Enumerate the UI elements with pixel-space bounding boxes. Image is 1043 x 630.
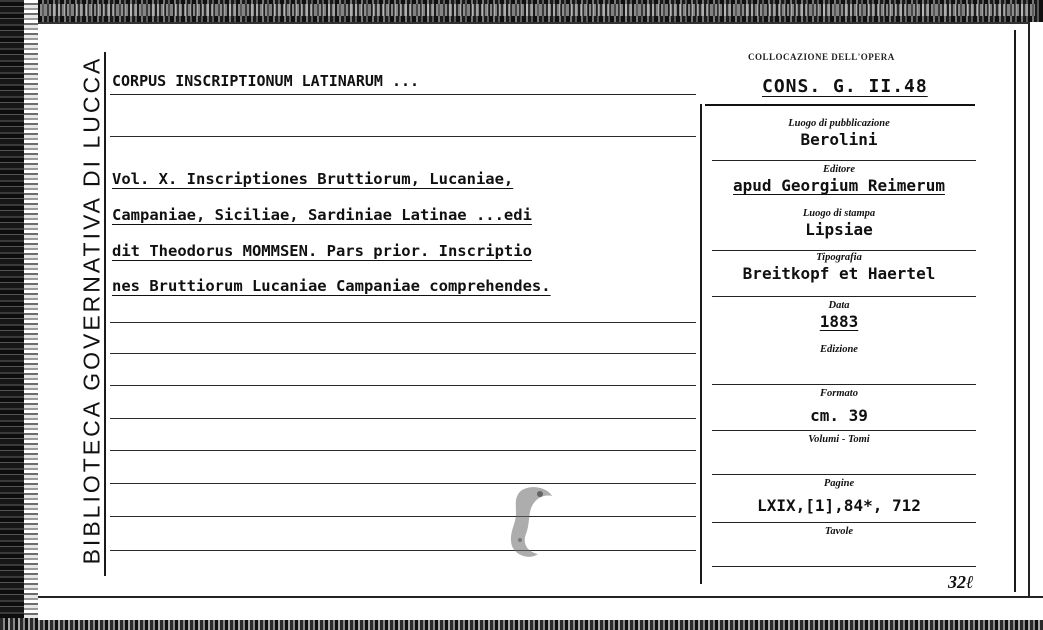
ruled-line bbox=[110, 516, 696, 517]
field-rule bbox=[712, 160, 976, 161]
field-volumi-tomi bbox=[702, 434, 976, 446]
field-rule bbox=[712, 474, 976, 475]
title-rule bbox=[110, 94, 696, 95]
field-label: Luogo di pubblicazione bbox=[788, 118, 890, 129]
library-name: BIBLIOTECA GOVERNATIVA DI LUCCA bbox=[78, 55, 105, 565]
field-rule bbox=[712, 296, 976, 297]
ruled-line bbox=[110, 385, 696, 386]
field-rule bbox=[712, 384, 976, 385]
scan-noise bbox=[40, 4, 1035, 16]
field-rule bbox=[712, 566, 976, 567]
field-edizione bbox=[702, 344, 976, 356]
field-label: Pagine bbox=[823, 478, 855, 489]
field-label: Tipografia bbox=[816, 252, 862, 263]
ruled-line bbox=[110, 322, 696, 323]
field-value: LXIX,[1],84*, 712 bbox=[757, 496, 921, 515]
field-label: Edizione bbox=[820, 344, 858, 355]
ruled-line bbox=[110, 550, 696, 551]
card-bottom-strip bbox=[38, 596, 1043, 620]
right-edge-rule bbox=[1014, 30, 1016, 592]
ruled-line bbox=[110, 450, 696, 451]
field-pagine bbox=[702, 478, 976, 516]
field-rule bbox=[712, 250, 976, 251]
card-binding-rail bbox=[24, 0, 38, 630]
card-title: CORPUS INSCRIPTIONUM LATINARUM ... bbox=[112, 72, 420, 90]
collocation-label: COLLOCAZIONE DELL'OPERA bbox=[748, 52, 895, 62]
field-value: cm. 39 bbox=[810, 406, 868, 425]
publication-details bbox=[702, 104, 976, 582]
left-margin-rule bbox=[104, 52, 106, 576]
field-value: apud Georgium Reimerum bbox=[733, 176, 945, 195]
field-value: Breitkopf et Haertel bbox=[742, 264, 936, 283]
scan-edge-left bbox=[0, 0, 24, 630]
field-label: Editore bbox=[822, 164, 856, 175]
ruled-line bbox=[110, 483, 696, 484]
scan-edge-top bbox=[0, 0, 1043, 22]
ruled-line bbox=[110, 418, 696, 419]
field-luogo-pubblicazione bbox=[702, 118, 976, 150]
description-line: nes Bruttiorum Lucaniae Campaniae comprehendes. bbox=[112, 277, 551, 295]
ruled-line bbox=[110, 136, 696, 137]
field-tipografia bbox=[702, 252, 976, 284]
field-luogo-stampa bbox=[702, 208, 976, 240]
field-rule bbox=[712, 430, 976, 431]
description-line: Vol. X. Inscriptiones Bruttiorum, Lucaniae, bbox=[112, 170, 514, 188]
description-line: dit Theodorus MOMMSEN. Pars prior. Inscriptio bbox=[112, 242, 532, 260]
field-value: Berolini bbox=[800, 130, 878, 149]
field-value: 1883 bbox=[819, 312, 859, 331]
field-rule bbox=[712, 522, 976, 523]
field-formato bbox=[702, 388, 976, 426]
ruled-line bbox=[110, 353, 696, 354]
field-value: Lipsiae bbox=[805, 220, 873, 239]
field-label: Luogo di stampa bbox=[802, 208, 876, 219]
field-label: Formato bbox=[820, 388, 858, 399]
description-line: Campaniae, Siciliae, Sardiniae Latinae ...edi bbox=[112, 206, 532, 224]
ink-smudge bbox=[502, 484, 556, 560]
field-label: Tavole bbox=[824, 526, 854, 537]
field-label: Data bbox=[828, 300, 850, 311]
field-editore bbox=[702, 164, 976, 196]
field-tavole bbox=[702, 526, 976, 538]
card-number: 32ℓ bbox=[948, 572, 974, 592]
field-label: Volumi - Tomi bbox=[808, 434, 870, 445]
collocation-value: CONS. G. II.48 bbox=[762, 76, 928, 97]
field-data bbox=[702, 300, 976, 332]
